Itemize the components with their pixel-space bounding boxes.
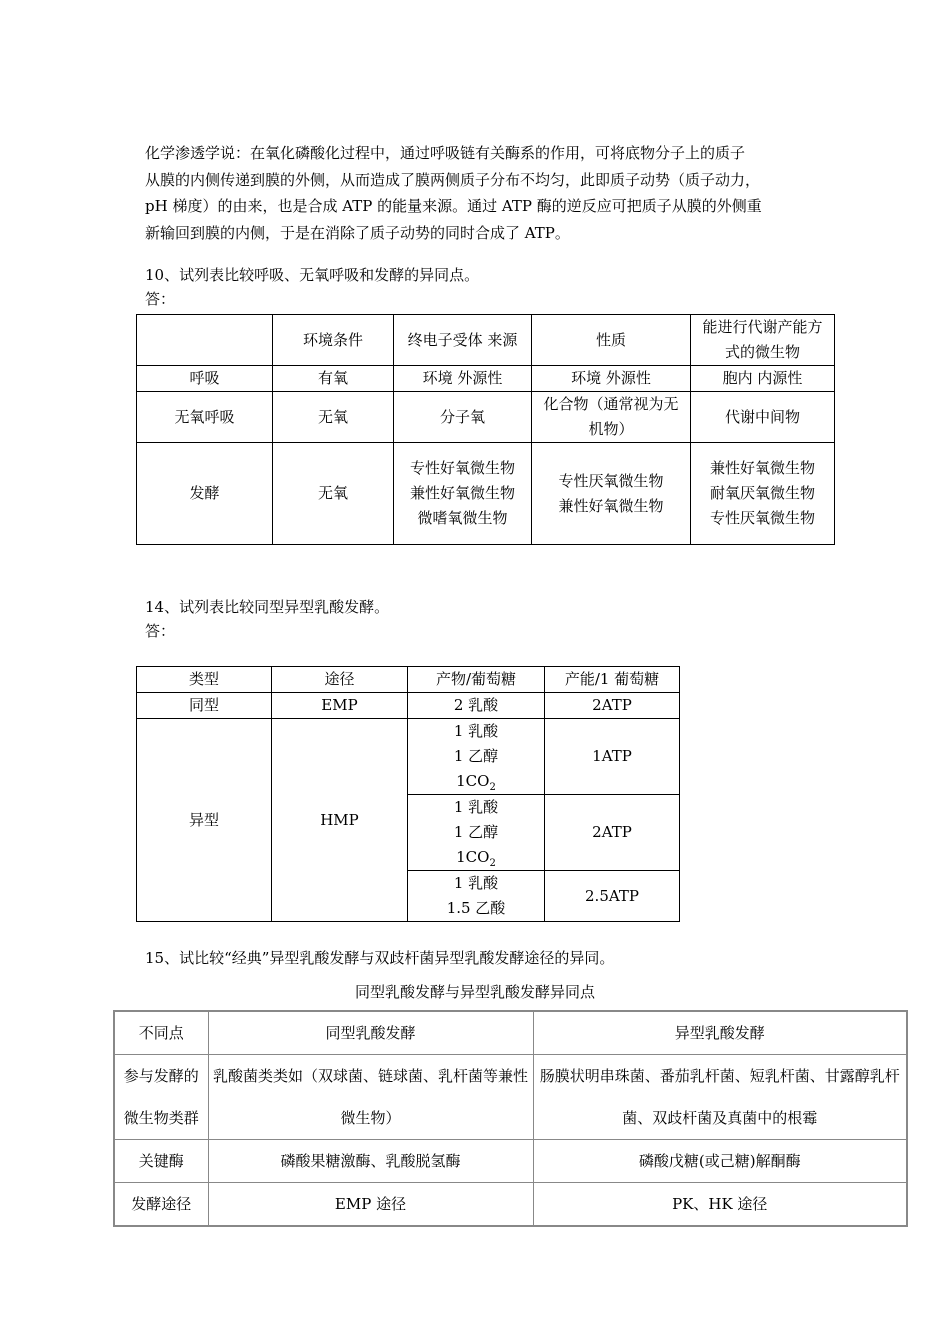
question-15: 15、试比较“经典”异型乳酸发酵与双歧杆菌异型乳酸发酵途径的异同。 [145,949,615,967]
table-cell: 不同点 [114,1011,208,1055]
product-line: 1 乳酸 [453,874,499,892]
table-cell: 代谢中间物 [691,392,835,443]
table-row [137,719,680,795]
table-cell: 1ATP [545,719,680,795]
product-line: 1.5 乙酸 [446,899,506,917]
table-caption: 同型乳酸发酵与异型乳酸发酵异同点 [354,983,595,1001]
table-cell: 性质 [532,315,691,366]
table-cell: 参与发酵的微生物类群 [114,1055,208,1140]
table-cell: 异型乳酸发酵 [533,1011,907,1055]
product-line: 1 乳酸 [453,798,499,816]
table-cell: 2ATP [545,693,680,719]
table-cell: 分子氧 [394,392,532,443]
product-line: 1 乳酸 [453,722,499,740]
table-cell: 类型 [137,667,272,693]
table-row [137,693,680,719]
respiration-comparison-table [136,314,835,545]
table-cell: 磷酸果糖激酶、乳酸脱氢酶 [208,1140,533,1183]
table-cell: 发酵 [137,443,273,545]
table-header-row [114,1011,907,1055]
product-line: 1 乙醇 [453,823,499,841]
table-cell: 关键酶 [114,1140,208,1183]
table-cell: 有氧 [273,366,394,392]
product-line: $1CO_2$ [456,848,496,869]
table-cell: 环境 外源性 [394,366,532,392]
table-cell: 2 乳酸 [408,693,545,719]
hetero-lactic-comparison-table [113,1010,908,1227]
table-cell: 专性好氧微生物 兼性好氧微生物 微嗜氧微生物 [394,443,532,545]
answer-label-14: 答： [145,622,176,640]
table-cell: 胞内 内源性 [691,366,835,392]
table-row [137,443,835,545]
table-cell: 肠膜状明串珠菌、番茄乳杆菌、短乳杆菌、甘露醇乳杆菌、双歧杆菌及真菌中的根霉 [533,1055,907,1140]
table-cell: 呼吸 [137,366,273,392]
product-line: 1 乙醇 [453,747,499,765]
lactic-fermentation-table [136,666,680,922]
table-cell: EMP 途径 [208,1183,533,1227]
table-cell: 能进行代谢产能方式的微生物 [691,315,835,366]
table-cell: 兼性好氧微生物 耐氧厌氧微生物 专性厌氧微生物 [691,443,835,545]
intro-line: pH 梯度）的由来，也是合成 ATP 的能量来源。通过 ATP 酶的逆反应可把质子从膜的外侧重 [145,197,762,215]
table-cell: 同型 [137,693,272,719]
table-cell: 发酵途径 [114,1183,208,1227]
table-cell: 乳酸菌类类如（双球菌、链球菌、乳杆菌等兼性微生物） [208,1055,533,1140]
table-cell: 专性厌氧微生物 兼性好氧微生物 [532,443,691,545]
table-cell [408,795,545,871]
question-14: 14、试列表比较同型异型乳酸发酵。 [145,598,390,616]
table-cell: 产能/1 葡萄糖 [545,667,680,693]
table-row [137,366,835,392]
answer-label-10: 答： [145,290,176,308]
table-cell: 途径 [272,667,408,693]
table-cell [408,871,545,922]
table-cell: 化合物（通常视为无机物） [532,392,691,443]
table-cell: 异型 [137,719,272,922]
table-cell: 无氧 [273,392,394,443]
table-row [114,1055,907,1140]
table-cell: 环境条件 [273,315,394,366]
table-cell: HMP [272,719,408,922]
table-cell: 2ATP [545,795,680,871]
table-cell: 环境 外源性 [532,366,691,392]
table-cell: PK、HK 途径 [533,1183,907,1227]
table-row [114,1183,907,1227]
intro-paragraph [145,140,815,246]
table-row [137,392,835,443]
intro-line: 化学渗透学说：在氧化磷酸化过程中，通过呼吸链有关酶系的作用，可将底物分子上的质子 [145,144,746,162]
table-row [114,1140,907,1183]
table-cell: 无氧呼吸 [137,392,273,443]
table-cell: 无氧 [273,443,394,545]
table-cell [137,315,273,366]
table-cell: EMP [272,693,408,719]
product-line: $1CO_2$ [456,772,496,793]
table-cell: 同型乳酸发酵 [208,1011,533,1055]
intro-line: 从膜的内侧传递到膜的外侧，从而造成了膜两侧质子分布不均匀，此即质子动势（质子动力， [145,170,761,189]
question-10: 10、试列表比较呼吸、无氧呼吸和发酵的异同点。 [145,266,480,284]
table-cell [408,719,545,795]
table-cell: 磷酸戊糖(或己糖)解酮酶 [533,1140,907,1183]
table-header-row [137,667,680,693]
table-cell: 产物/葡萄糖 [408,667,545,693]
table-header-row [137,315,835,366]
table-cell: 2.5ATP [545,871,680,922]
table-cell: 终电子受体 来源 [394,315,532,366]
intro-line: 新输回到膜的内侧，于是在消除了质子动势的同时合成了 ATP。 [145,223,570,242]
